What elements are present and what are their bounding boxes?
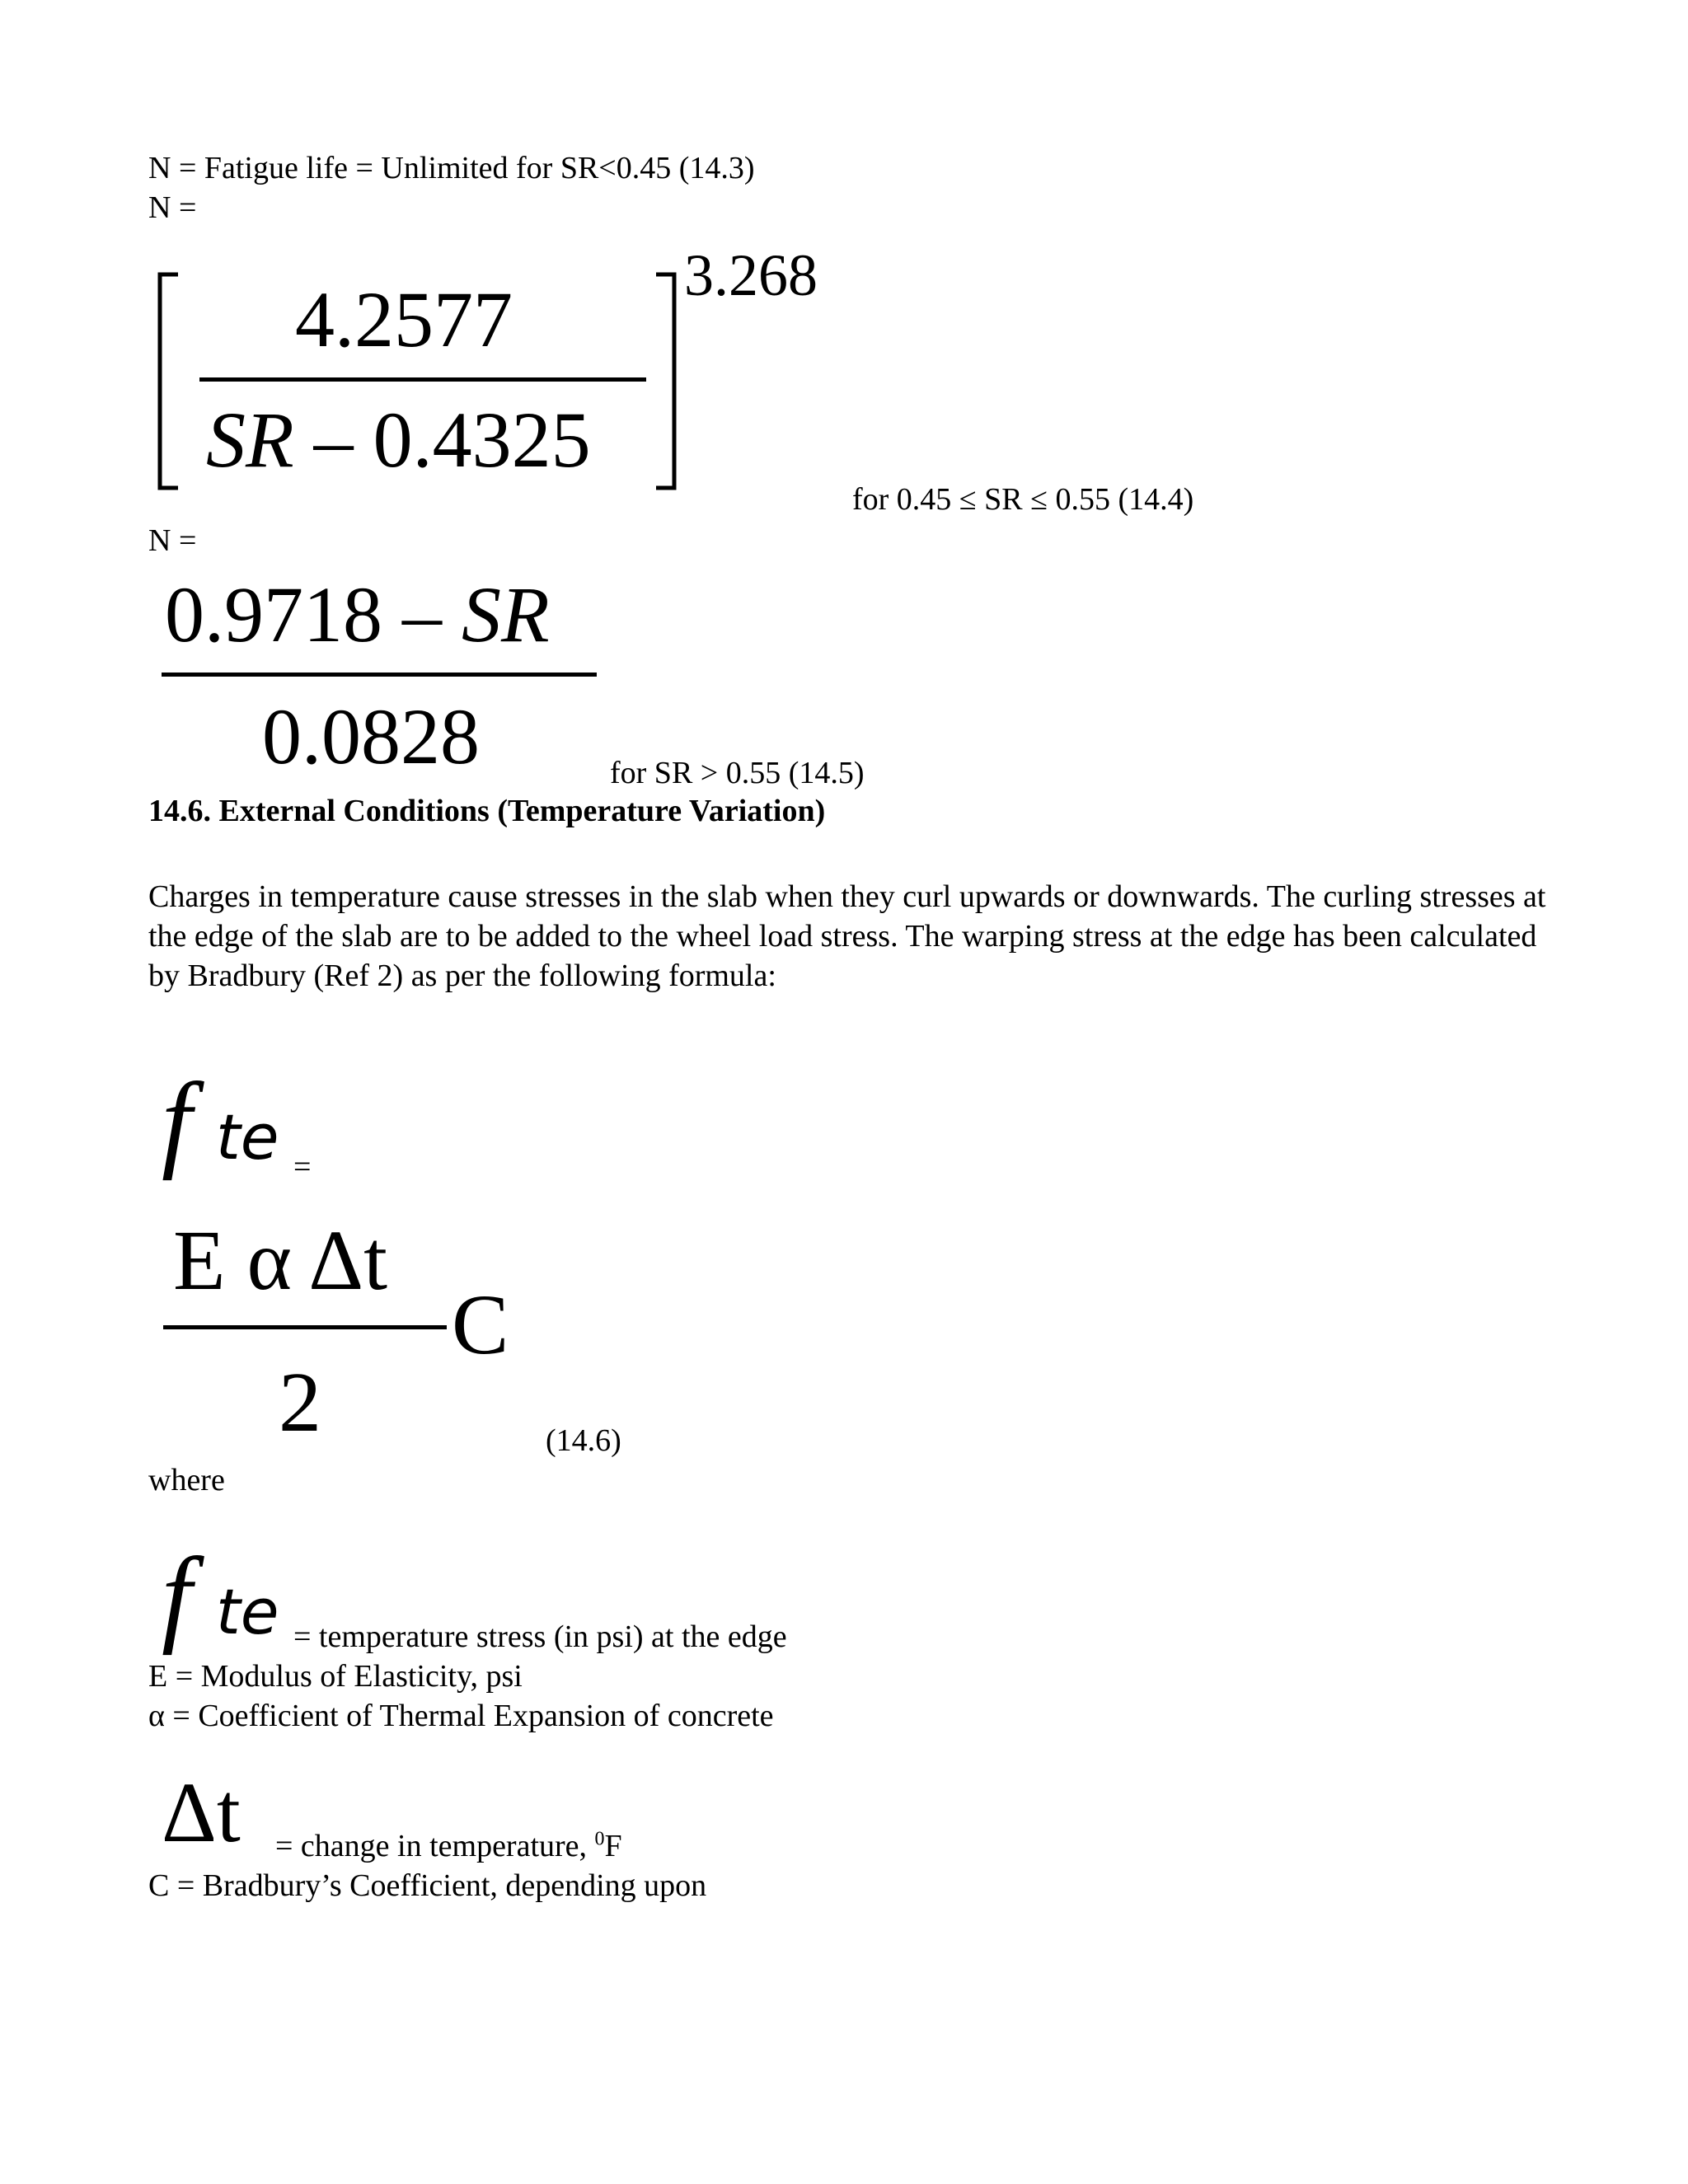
e-definition: E = Modulus of Elasticity, psi <box>148 1659 523 1694</box>
delta-t-description <box>275 1828 622 1864</box>
condition-14-4: for 0.45 ≤ SR ≤ 0.55 (14.4) <box>852 482 1194 517</box>
alpha-definition: α = Coefficient of Thermal Expansion of concrete <box>148 1699 774 1733</box>
f-symbol: f <box>162 1060 192 1181</box>
factor-c: C <box>452 1277 509 1372</box>
equals-sign: = <box>293 1150 312 1184</box>
right-bracket <box>653 272 678 490</box>
eq144-denominator <box>206 396 591 484</box>
eq146-denominator: 2 <box>279 1355 321 1450</box>
equation-14-3: N = Fatigue life = Unlimited for SR<0.45 (14.3) <box>148 151 755 185</box>
section-heading: 14.6. External Conditions (Temperature Variation) <box>148 794 826 828</box>
eq146-numerator: E α Δt <box>173 1213 388 1308</box>
c-definition: C = Bradbury’s Coefficient, depending upon <box>148 1868 707 1903</box>
equation-label-14-6: (14.6) <box>546 1423 621 1458</box>
left-bracket <box>157 272 181 490</box>
f-symbol-def: f <box>162 1535 192 1656</box>
section-paragraph: Charges in temperature cause stresses in the slab when they curl upwards or downwards. The curling stresses at the edge of the slab are to be added to the wheel load stress. The warping stress at the edge has been calculated by Bradbury (Ref 2) as per the following formula: <box>148 879 1546 993</box>
eq145-num-var: SR <box>462 570 550 658</box>
degree-unit: F <box>604 1829 622 1863</box>
f-subscript: te <box>216 1100 279 1174</box>
eq145-denominator: 0.0828 <box>262 692 480 780</box>
eq146-fraction-bar <box>163 1325 447 1329</box>
eq145-numerator <box>165 570 550 658</box>
delta-t-symbol: Δt <box>162 1765 241 1860</box>
eq144-den-rest: – 0.4325 <box>293 396 591 484</box>
eq144-exponent: 3.268 <box>684 242 818 308</box>
where-label: where <box>148 1463 225 1497</box>
f-subscript-def: te <box>216 1575 279 1648</box>
n-equals-label-2: N = <box>148 523 197 558</box>
degree-superscript: 0 <box>594 1828 605 1850</box>
delta-t-desc-text: = change in temperature, <box>275 1829 595 1863</box>
eq145-num-value: 0.9718 – <box>165 570 462 658</box>
condition-14-5: for SR > 0.55 (14.5) <box>610 756 865 790</box>
eq144-numerator: 4.2577 <box>295 275 513 363</box>
eq144-fraction-bar <box>199 377 646 382</box>
eq144-den-var: SR <box>206 396 294 484</box>
n-equals-label: N = <box>148 190 197 225</box>
fte-description: = temperature stress (in psi) at the edge <box>293 1619 787 1654</box>
eq145-fraction-bar <box>162 673 597 677</box>
